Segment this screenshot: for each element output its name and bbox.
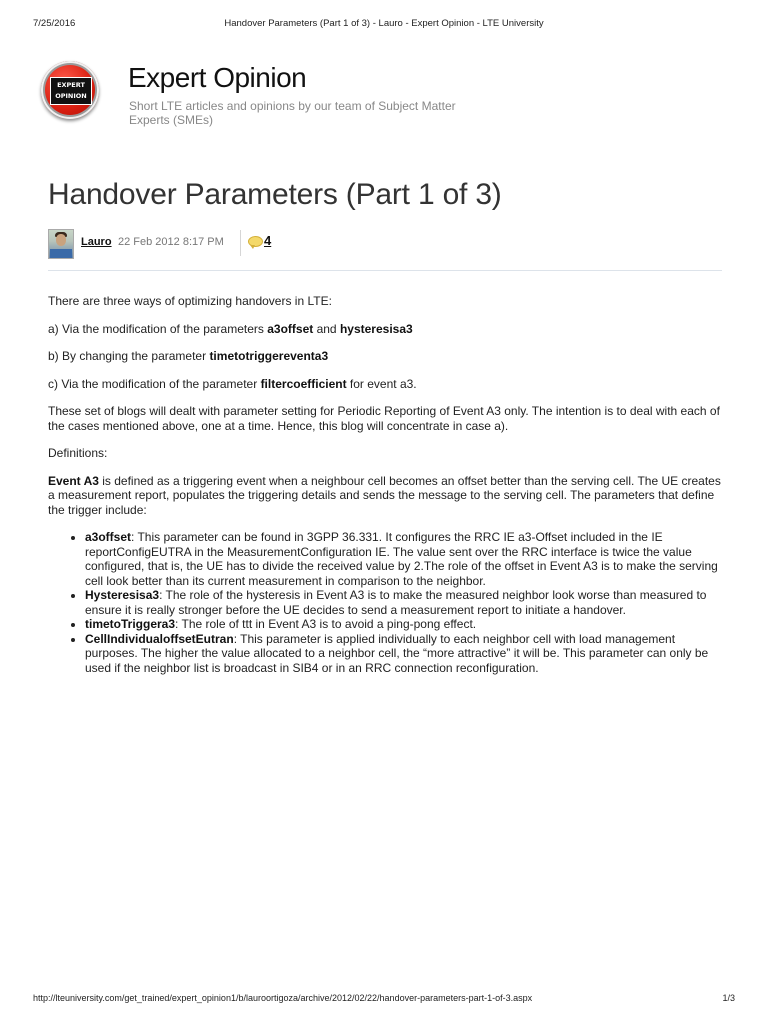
print-footer <box>33 993 735 1007</box>
post-meta <box>48 228 728 258</box>
option-a-paragraph: a) Via the modification of the parameters a3offset and hysteresisa3 <box>48 321 413 336</box>
meta-divider <box>240 230 241 256</box>
event-a3-paragraph: Event A3 is defined as a triggering event when a neighbour cell becomes an offset better than the serving cell. The UE creates a measurement report, populates the triggering details and sends the message to the serving cell. The parameters that define the trigger include: <box>48 473 721 517</box>
blog-title[interactable]: Expert Opinion <box>128 62 307 93</box>
option-b-paragraph: b) By changing the parameter timetotriggereventa3 <box>48 349 329 363</box>
list-item: • a3offset: This parameter can be found in 3GPP 36.331. It configures the RRC IE a3-Offset included in the IE reportConfigEUTRA in the MeasurementConfiguration IE. The value sent over the RRC interface is twice the value configured, that is, the UE has to divide the received value by 2.The role of the offset in Event A3 is to make the serving cell look better than its current measurement in comparison to the neighbor. <box>85 530 722 588</box>
print-url: http://lteuniversity.com/get_trained/expert_opinion1/b/lauroortigoza/archive/2012/02/22/handover-parameters-part-1-of-3.aspx <box>33 993 533 1003</box>
print-page-title: Handover Parameters (Part 1 of 3) - Lauro - Expert Opinion - LTE University <box>224 18 544 29</box>
expert-opinion-logo-icon[interactable] <box>41 61 99 119</box>
parameter-list <box>48 530 722 675</box>
definitions-label: Definitions: <box>48 446 108 460</box>
post-date: 22 Feb 2012 8:17 PM <box>118 236 224 248</box>
event-a3-term: Event A3 <box>48 473 99 488</box>
list-item: • CellIndividualoffsetEutran: This parameter is applied individually to each neighbor cell with load management purposes. The higher the value allocated to a neighbor cell, the “more attractive” it will be. This parameter can only be used if the neighbor list is broadcast in SIB4 or in an RRC connection reconfiguration. <box>85 632 722 676</box>
param-a3offset: a3offset <box>267 321 314 336</box>
comment-count-link[interactable]: 4 <box>264 233 272 248</box>
print-date: 7/25/2016 <box>33 18 76 29</box>
scope-paragraph: These set of blogs will dealt with parameter setting for Periodic Reporting of Event A3 only. The intention is to deal with each of the cases mentioned above, one at a time. Hence, this blog will concentrate in case a). <box>48 404 720 433</box>
blog-tagline: Short LTE articles and opinions by our team of Subject Matter Experts (SMEs) <box>129 99 456 127</box>
logo-text-line1: EXPERT <box>57 81 85 89</box>
author-avatar[interactable] <box>48 229 74 259</box>
post-body <box>48 294 722 675</box>
print-header <box>33 18 735 32</box>
list-item: • timetoTriggera3: The role of ttt in Event A3 is to avoid a ping-pong effect. <box>85 617 722 632</box>
list-item: • Hysteresisa3: The role of the hysteresis in Event A3 is to make the measured neighbor look worse than measured to ensure it is really stronger before the UE decides to send a measurement report to initiate a handover. <box>85 588 722 617</box>
author-link[interactable]: Lauro <box>81 236 112 248</box>
comment-bubble-icon[interactable] <box>248 236 263 247</box>
param-filtercoefficient: filtercoefficient <box>260 376 347 391</box>
option-c-paragraph: c) Via the modification of the parameter filtercoefficient for event a3. <box>48 376 417 391</box>
post-title: Handover Parameters (Part 1 of 3) <box>48 178 502 211</box>
page-number: 1/3 <box>722 993 735 1003</box>
logo-text-line2: OPINION <box>55 92 87 100</box>
header-divider <box>48 270 722 271</box>
blog-header <box>41 58 701 138</box>
intro-paragraph: There are three ways of optimizing handovers in LTE: <box>48 294 332 308</box>
param-hysteresisa3: hysteresisa3 <box>339 321 413 336</box>
param-timetotriggereventa3: timetotriggereventa3 <box>209 349 329 363</box>
